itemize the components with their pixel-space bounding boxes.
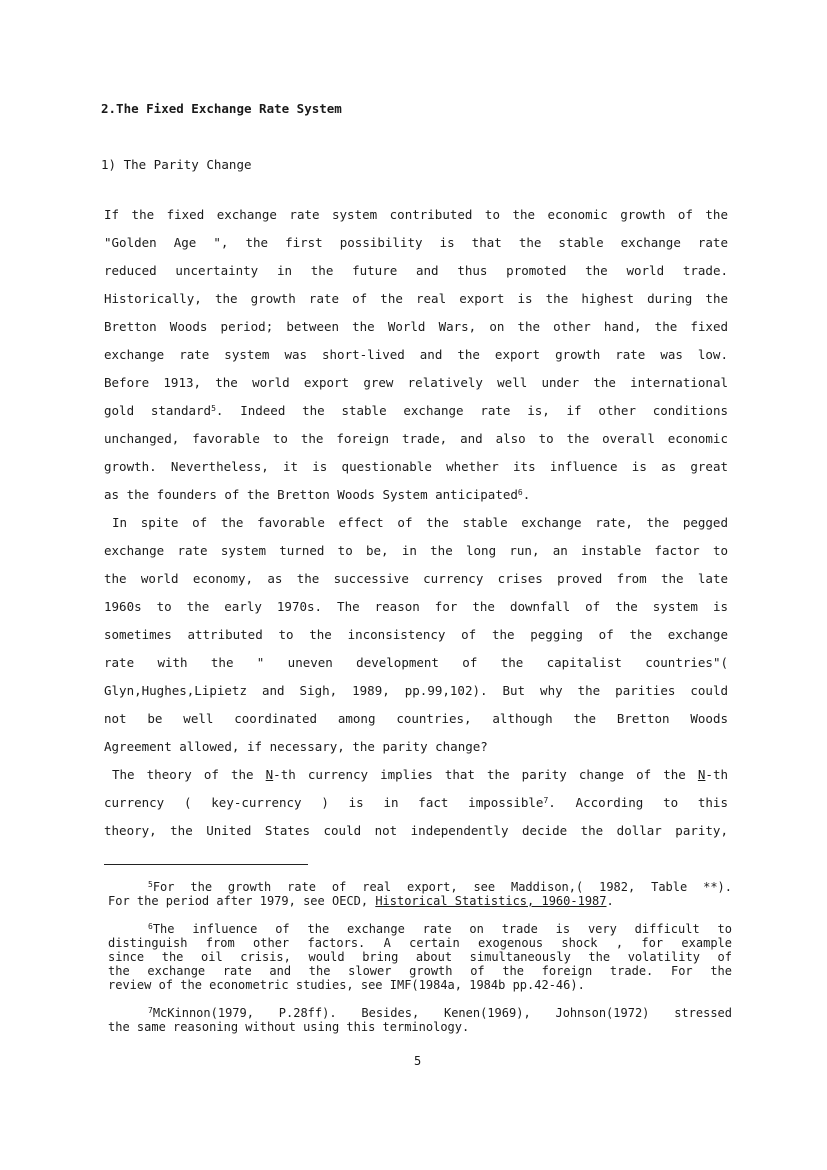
body-line xyxy=(112,767,728,782)
body-line: theory, the United States could not independently decide the dollar parity, xyxy=(104,823,728,838)
body-text-run: currency ( key-currency ) is in fact impossible xyxy=(104,795,544,810)
footnote-line xyxy=(108,894,732,908)
footnote-ref: 5 xyxy=(211,404,216,413)
page-number: 5 xyxy=(414,1054,422,1068)
body-text-run: The theory of the xyxy=(112,767,266,782)
body-line: Before 1913, the world export grew relatively well under the international xyxy=(104,375,728,390)
subsection-title: 1) The Parity Change xyxy=(101,157,252,172)
body-text-run: . Indeed the stable exchange rate is, if other conditions xyxy=(215,403,728,418)
body-line: reduced uncertainty in the future and thus promoted the world trade. xyxy=(104,263,728,278)
footnote-line: the exchange rate and the slower growth of the foreign trade. For the xyxy=(108,964,732,978)
body-line: "Golden Age ", the first possibility is that the stable exchange rate xyxy=(104,235,728,250)
section-title: 2.The Fixed Exchange Rate System xyxy=(101,101,342,116)
body-line: exchange rate system turned to be, in the long run, an instable factor to xyxy=(104,543,728,558)
body-text-run: as the founders of the Bretton Woods System anticipated xyxy=(104,487,518,502)
body-text-run: . xyxy=(522,487,531,502)
body-text-run: -th currency implies that the parity change of the xyxy=(273,767,698,782)
body-line xyxy=(104,403,728,418)
body-line: unchanged, favorable to the foreign trade, and also to the overall economic xyxy=(104,431,728,446)
body-line: Historically, the growth rate of the real export is the highest during the xyxy=(104,291,728,306)
body-line xyxy=(104,487,728,502)
footnote-line: distinguish from other factors. A certain exogenous shock , for example xyxy=(108,936,732,950)
body-line: In spite of the favorable effect of the stable exchange rate, the pegged xyxy=(112,515,728,530)
body-line: If the fixed exchange rate system contributed to the economic growth of the xyxy=(104,207,728,222)
footnote-title: Historical Statistics, 1960-1987 xyxy=(375,894,607,908)
footnote-ref: 7 xyxy=(543,796,549,805)
footnote-line: since the oil crisis, would bring about simultaneously the volatility of xyxy=(108,950,732,964)
footnote-text: McKinnon(1979, P.28ff). Besides, Kenen(1969), Johnson(1972) stressed xyxy=(152,1006,732,1020)
footnote-ref: 6 xyxy=(517,488,523,497)
footnote-separator xyxy=(104,864,308,865)
body-line: sometimes attributed to the inconsistency of the pegging of the exchange xyxy=(104,627,728,642)
footnote-7 xyxy=(148,1006,732,1020)
body-text-run: . According to this xyxy=(548,795,728,810)
footnote-text: . xyxy=(606,894,614,908)
body-text-run: -th xyxy=(705,767,728,782)
footnote-mark: 7 xyxy=(148,1006,153,1015)
body-line: growth. Nevertheless, it is questionable whether its influence is as great xyxy=(104,459,728,474)
footnote-text: The influence of the exchange rate on trade is very difficult to xyxy=(152,922,732,936)
body-line: not be well coordinated among countries, although the Bretton Woods xyxy=(104,711,728,726)
body-line: Agreement allowed, if necessary, the parity change? xyxy=(104,739,488,754)
footnote-mark: 6 xyxy=(148,922,153,931)
footnote-mark: 5 xyxy=(148,880,153,889)
body-line: exchange rate system was short-lived and the export growth rate was low. xyxy=(104,347,728,362)
underlined-n: N xyxy=(697,767,706,782)
footnote-line: review of the econometric studies, see IMF(1984a, 1984b pp.42-46). xyxy=(108,978,585,992)
footnote-6 xyxy=(148,922,732,936)
body-line: 1960s to the early 1970s. The reason for the downfall of the system is xyxy=(104,599,728,614)
body-text-run: gold standard xyxy=(104,403,212,418)
underlined-n: N xyxy=(265,767,274,782)
footnote-text: For the period after 1979, see OECD, xyxy=(108,894,376,908)
body-line: the world economy, as the successive currency crises proved from the late xyxy=(104,571,728,586)
footnote-line: the same reasoning without using this terminology. xyxy=(108,1020,470,1034)
footnote-text: For the growth rate of real export, see Maddison,( 1982, Table **). xyxy=(152,880,732,894)
body-line: rate with the " uneven development of the capitalist countries"( xyxy=(104,655,728,670)
footnote-5 xyxy=(148,880,732,894)
body-line: Glyn,Hughes,Lipietz and Sigh, 1989, pp.99,102). But why the parities could xyxy=(104,683,728,698)
body-line: Bretton Woods period; between the World Wars, on the other hand, the fixed xyxy=(104,319,728,334)
body-line xyxy=(104,795,728,810)
